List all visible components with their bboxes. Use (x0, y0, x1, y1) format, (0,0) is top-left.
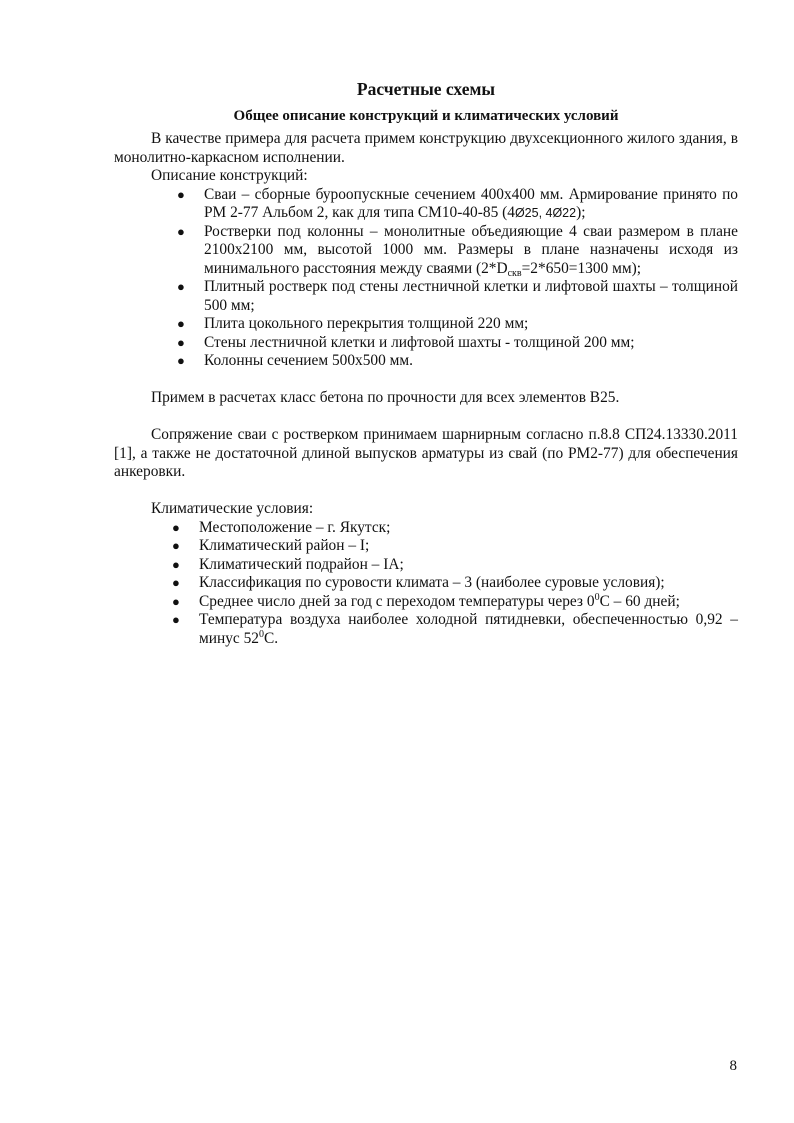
connection-paragraph: Сопряжение сваи с ростверком принимаем шарнирным согласно п.8.8 СП24.13330.2011 [1], а также не достаточной длиной выпусков арматуры из свай (по РМ2-77) для обеспечения анкеровки. (114, 426, 738, 480)
list-item-days: ● Среднее число дней за год с переходом температуры через $0^0С - 60$ дней; (172, 591, 680, 610)
bullet-icon: ● (177, 316, 185, 331)
bullet-icon: ● (177, 186, 185, 202)
bullet-icon: ● (172, 519, 180, 535)
list-item-columns: ● Колонны сечением 500х500 мм. (177, 352, 413, 369)
bullet-icon: ● (177, 334, 185, 350)
construction-label: Описание конструкций: (151, 167, 308, 184)
climate-list (114, 519, 738, 649)
list-item-temperature: ● Температура воздуха наиболее холодной пятидневки, обеспеченностью 0,92 – минус $52^0С$. (172, 611, 738, 647)
bullet-icon: ● (172, 575, 180, 590)
bullet-icon: ● (172, 556, 180, 572)
bullet-icon: ● (172, 538, 180, 553)
diameter-text: Ø25, 4Ø22 (514, 206, 577, 220)
construction-list (114, 186, 738, 371)
climate-label: Климатические условия: (151, 500, 314, 517)
section-subtitle: Общее описание конструкций и климатических условий (233, 108, 619, 124)
list-item-grillage: ● Ростверки под колонны – монолитные объедияющие 4 сваи размером в плане 2100х2100 мм, высотой 1000 мм. Размеры в плане назначены исходя из минимального расстояния между сваями ($2*D_{скв}=2*650=1300$ мм); (177, 222, 738, 279)
concrete-paragraph: Примем в расчетах класс бетона по прочности для всех элементов В25. (151, 389, 620, 406)
intro-paragraph: В качестве примера для расчета примем конструкцию двухсекционного жилого здания, в монолитно-каркасном исполнении. (114, 130, 738, 166)
list-item-basement-slab: ● Плита цокольного перекрытия толщиной 220 мм; (177, 315, 529, 332)
list-item-walls: ● Стены лестничной клетки и лифтовой шахты - толщиной 200 мм; (177, 333, 635, 351)
list-item-piles: ● Сваи – сборные буроопускные сечением 400х400 мм. Армирование принято по РМ 2-77 Альбом 2, как для типа СМ10-40-85 (4Ø25, 4Ø22); (177, 185, 738, 221)
bullet-icon: ● (172, 612, 180, 627)
list-item-subregion: ● Климатический подрайон – IA; (172, 555, 404, 573)
list-item-severity: ● Классификация по суровости климата – 3 (наиболее суровые условия); (172, 574, 665, 591)
bullet-icon: ● (172, 593, 180, 609)
page-number: 8 (729, 1058, 737, 1074)
list-item-region: ● Климатический район – I; (172, 537, 370, 554)
bullet-icon: ● (177, 223, 185, 239)
page-title: Расчетные схемы (356, 79, 496, 99)
bullet-icon: ● (177, 279, 185, 294)
list-item-slab-grillage: ● Плитный ростверк под стены лестничной клетки и лифтовой шахты – толщиной 500 мм; (177, 278, 738, 314)
bullet-icon: ● (177, 353, 185, 368)
list-item-location: ● Местоположение – г. Якутск; (172, 518, 391, 536)
document-page (114, 78, 738, 648)
